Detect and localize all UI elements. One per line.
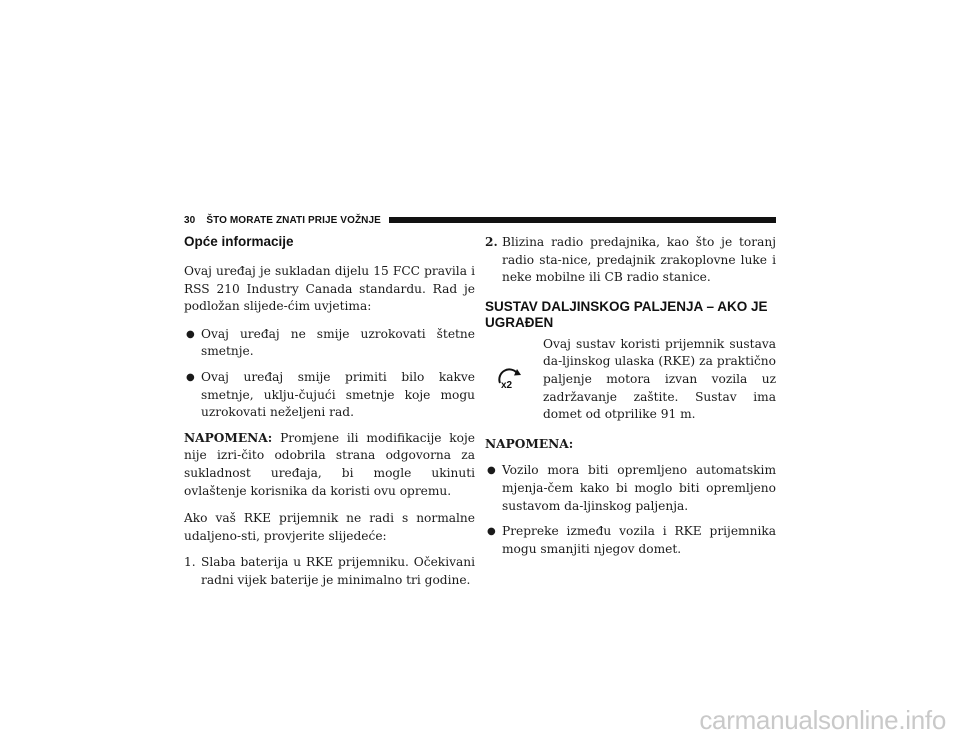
left-column <box>184 234 475 590</box>
section-title: ŠTO MORATE ZNATI PRIJE VOŽNJE <box>206 214 381 226</box>
conditions-list <box>184 326 475 422</box>
remote-start-x2-icon <box>495 368 523 392</box>
compliance-paragraph: Ovaj uređaj je sukladan dijelu 15 FCC pravila i RSS 210 Industry Canada standardu. Rad je podložan slijede-ćim uvjetima: <box>184 264 475 314</box>
item-number: 2. <box>485 235 498 249</box>
checks-list-right <box>485 234 776 287</box>
header-rule <box>389 217 776 223</box>
system-description: Ovaj sustav koristi prijemnik sustava da-ljinskog ulaska (RKE) za praktično paljenje motora izvan vozila uz zadržavanje zaštite. Sustav ima domet od otprilike 91 m. <box>543 336 776 422</box>
modification-note <box>184 430 475 500</box>
list-item <box>485 462 776 515</box>
note-label: NAPOMENA: <box>184 430 273 445</box>
list-item <box>184 326 475 361</box>
list-item <box>184 369 475 422</box>
bullet-mark: ● <box>487 526 496 538</box>
list-item-text: Ovaj uređaj ne smije uzrokovati štetne smetnje. <box>201 326 475 359</box>
remote-start-description <box>485 336 776 424</box>
list-item <box>485 234 776 287</box>
list-item <box>485 523 776 558</box>
watermark: carmanualsonline.info <box>699 705 946 735</box>
icon-label: x2 <box>501 379 513 391</box>
bullet-mark: ● <box>487 465 496 477</box>
remote-start-icon <box>485 336 543 424</box>
list-item-text: Blizina radio predajnika, kao što je toranj radio sta-nice, predajnik zrakoplovne luke i neke mobilne ili CB radio stanice. <box>502 235 776 285</box>
right-column <box>485 234 776 558</box>
bullet-mark: ● <box>186 328 195 340</box>
note-text: Promjene ili modifikacije koje nije izri-čito odobrila strana odgovorna za sukladnost uređaja, bi mogle ukinuti ovlaštenje korisnika da koristi ovu opremu. <box>184 430 476 498</box>
rke-range-paragraph: Ako vaš RKE prijemnik ne radi s normalne udaljeno-sti, provjerite slijedeće: <box>184 511 475 543</box>
remote-start-notes <box>485 462 776 558</box>
list-item-text: Slaba baterija u RKE prijemniku. Očekivani radni vijek baterije je minimalno tri godine. <box>201 555 475 587</box>
list-item-text: Prepreke između vozila i RKE prijemnika mogu smanjiti njegov domet. <box>502 524 776 556</box>
remote-start-heading: SUSTAV DALJINSKOG PALJENJA – AKO JE UGRAĐEN <box>485 298 768 330</box>
list-item <box>184 554 475 589</box>
note-label: NAPOMENA: <box>485 436 574 451</box>
item-number: 1. <box>184 555 196 570</box>
list-item-text: Vozilo mora biti opremljeno automatskim mjenja-čem kako bi moglo biti opremljeno sustavom da-ljinskog paljenja. <box>502 463 776 513</box>
checks-list-left <box>184 554 475 589</box>
bullet-mark: ● <box>186 371 195 383</box>
general-info-heading: Opće informacije <box>184 234 294 249</box>
list-item-text: Ovaj uređaj smije primiti bilo kakve smetnje, uklju-čujući smetnje koje mogu uzrokovati neželjeni rad. <box>201 369 475 420</box>
page-header <box>184 213 776 227</box>
page-number: 30 <box>184 214 196 226</box>
